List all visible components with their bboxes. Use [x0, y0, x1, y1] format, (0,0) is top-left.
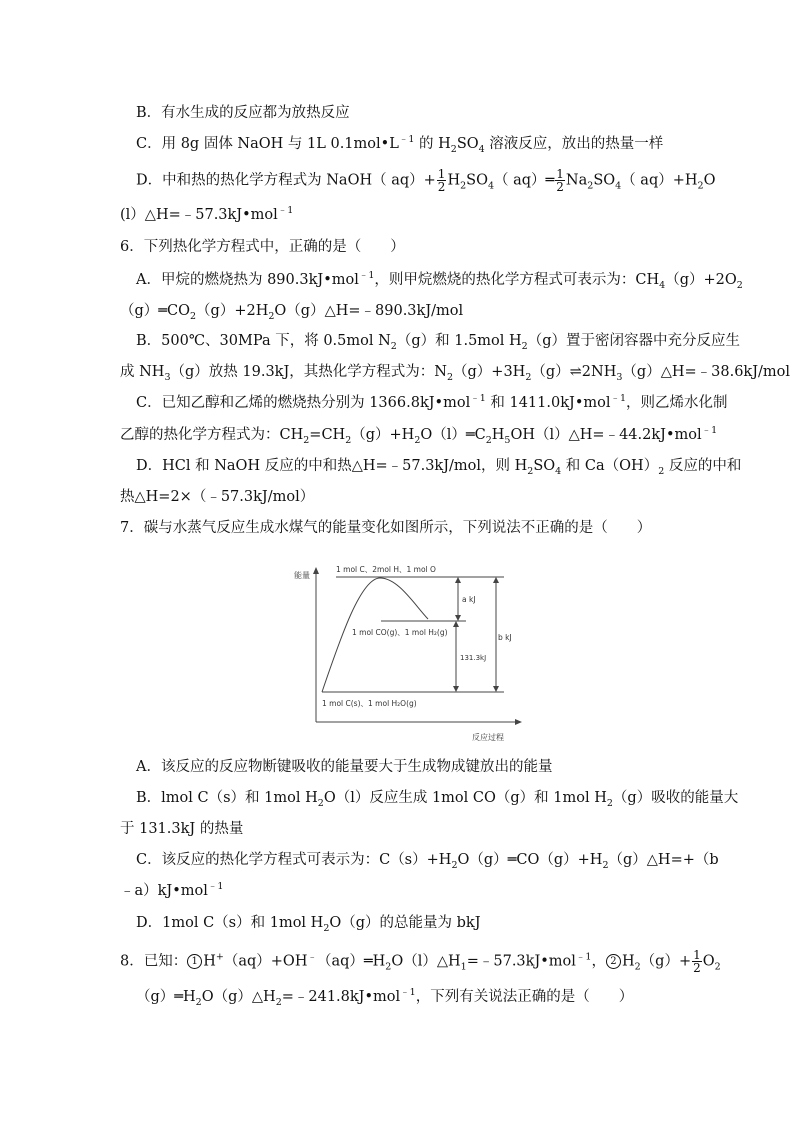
b-label: b kJ — [498, 633, 512, 642]
a-label: a kJ — [462, 595, 476, 604]
q6-option-c-cont: 乙醇的热化学方程式为：$CH_2=CH_2(g)+H_2O(l)═C_2H_5OH(l)\triangle H=﹣44.2kJ•mol^{﹣1}$ — [120, 425, 718, 446]
q5-option-d: D．中和热的热化学方程式为 NaOH（ aq）+ $\frac{1}{2}$ $H_2SO_4$（ aq）═ $\frac{1}{2}$ $Na_2SO_4$（ $aq)+H_2O$ — [136, 167, 716, 194]
x-axis-label: 反应过程 — [472, 733, 504, 742]
q6-option-c: C．已知乙醇和乙烯的燃烧热分别为 1366.8kJ•mol$^{﹣1}$ 和 1411.0kJ•mol$^{﹣1}$，则乙烯水化制 — [136, 393, 728, 411]
circled-number-2: 2 — [606, 954, 621, 969]
bottom-level-label: 1 mol C(s)、1 mol H₂O(g) — [322, 699, 417, 708]
q7-stem: 7．碳与水蒸气反应生成水煤气的能量变化如图所示，下列说法不正确的是（ ） — [120, 520, 652, 536]
q7-option-d: D．1mol C（s）和 1mol $H_2O(g)$的总能量为 bkJ — [136, 915, 481, 934]
q7-option-b-cont: 于 131.3kJ 的热量 — [120, 821, 244, 837]
q6-option-b: B．500℃、30MPa 下，将 0.5mol $N_2(g)$和 1.5mol $H_2(g)$置于密闭容器中充分反应生 — [136, 333, 740, 352]
q5-option-d-cont: (l）△H=﹣57.3kJ•mol$^{﹣1}$ — [120, 205, 294, 223]
fraction-half: $\frac{1}{2}$ — [693, 948, 701, 975]
mid-level-label: 1 mol CO(g)、1 mol H₂(g) — [352, 628, 448, 637]
circled-number-1: 1 — [187, 954, 202, 969]
q6-option-a: A．甲烷的燃烧热为 890.3kJ•mol$^{﹣1}$，则甲烷燃烧的热化学方程式可表示为：$CH_4(g)+2O_2$ — [136, 270, 743, 291]
fraction-half: $\frac{1}{2}$ — [437, 167, 446, 194]
q5-option-c: C．用 8g 固体 NaOH 与 1L $0.1mol•L^{﹣1}$ 的 $H_2SO_4$ 溶液反应，放出的热量一样 — [136, 134, 664, 155]
q6-stem: 6．下列热化学方程式中，正确的是（ ） — [120, 239, 405, 255]
q5-option-b: B．有水生成的反应都为放热反应 — [136, 105, 350, 121]
q7-option-a: A．该反应的反应物断键吸收的能量要大于生成物成键放出的能量 — [136, 759, 553, 775]
q7-option-b: B．lmol C（s）和 1mol $H_2O(l)$反应生成 1mol CO（g）和 1mol $H_2(g)$吸收的能量大 — [136, 790, 739, 809]
q7-option-c-cont: ﹣a）kJ•mol$^{﹣1}$ — [120, 881, 224, 899]
q8-stem-cont: $(g)═H_2O(g)\triangle H_2=﹣241.8kJ•mol^{﹣1}$，下列有关说法正确的是（ ） — [136, 987, 634, 1008]
q7-option-c: C．该反应的热化学方程式可表示为：$C(s)+H_2O(g)═CO(g)+H_2(g)\triangle H=+(b$ — [136, 852, 719, 871]
energy-diagram — [286, 556, 522, 746]
q6-option-d: D．HCl 和 NaOH 反应的中和热△H=﹣57.3kJ/mol，则 $H_2SO_4$ 和 $Ca(OH)_2$ 反应的中和 — [136, 458, 742, 477]
delta-label: 131.3kJ — [460, 654, 487, 662]
q8-stem: 8．已知： 1 $H^+(aq)+OH^﹣(aq)═H_2O(l)\triangle H_1=﹣57.3kJ•mol^{﹣1}$， 2 $H_2(g)+$ $\frac{1}{2}$ $O_2$ — [120, 948, 721, 975]
q6-option-a-cont: $(g)═CO_2(g)+2H_2O(g)\triangle H=﹣890.3kJ$/mol — [120, 303, 464, 322]
top-level-label: 1 mol C、2mol H、1 mol O — [336, 565, 436, 574]
q6-option-b-cont: 成 $NH_3(g)$放热 19.3kJ，其热化学方程式为：$N_2(g)+3H_2(g)\rightleftharpoons 2NH_3(g)\triangle H=﹣38.6kJ$/mol — [120, 364, 791, 383]
fraction-half: $\frac{1}{2}$ — [556, 167, 564, 194]
y-axis-label: 能量 — [294, 571, 310, 580]
q6-option-d-cont: 热△H=2×（﹣57.3kJ/mol） — [120, 489, 315, 505]
